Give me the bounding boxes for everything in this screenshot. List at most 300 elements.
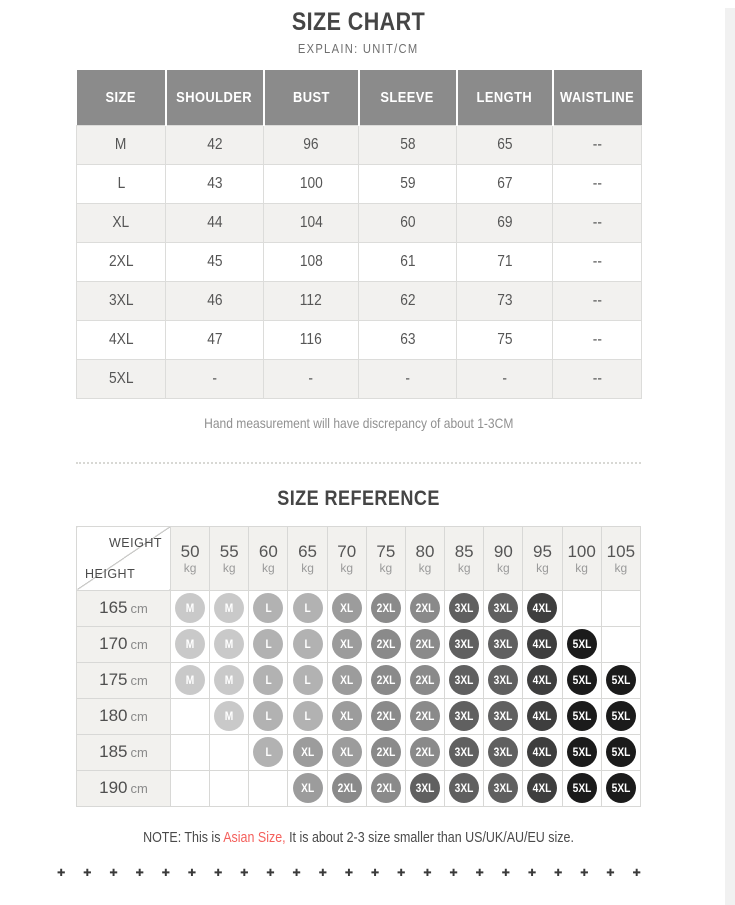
size-label-cell — [77, 164, 166, 203]
size-recommendation-cell — [249, 698, 288, 734]
size-circle — [332, 665, 362, 695]
size-label-cell — [77, 320, 166, 359]
size-recommendation-cell — [288, 590, 327, 626]
size-circle-text: 5XL — [611, 673, 631, 687]
size-circle — [527, 701, 557, 731]
size-recommendation-cell — [484, 662, 523, 698]
size-circle — [332, 593, 362, 623]
size-circle-text: M — [185, 601, 195, 615]
size-circle — [527, 737, 557, 767]
cross-icon: ✚ — [161, 867, 171, 879]
weight-unit: kg — [340, 560, 354, 575]
size-circle-text: 3XL — [454, 601, 474, 615]
weight-column-header — [210, 526, 249, 590]
height-unit: cm — [130, 745, 148, 760]
size-circle — [175, 629, 205, 659]
size-circle — [449, 665, 479, 695]
size-circle-text: 5XL — [572, 709, 591, 723]
size-recommendation-cell — [249, 734, 288, 770]
height-label-cell — [77, 590, 171, 626]
measurement-cell — [166, 164, 264, 203]
corner-cell — [77, 526, 171, 590]
size-label-cell — [77, 281, 166, 320]
size-circle-text: 2XL — [415, 601, 435, 615]
size-label-cell — [77, 242, 166, 281]
size-reference-row — [77, 734, 641, 770]
cell-text: 2XL — [108, 252, 134, 270]
size-circle — [253, 737, 283, 767]
height-unit: cm — [130, 601, 148, 616]
size-reference-row — [77, 626, 641, 662]
weight-column-header — [601, 526, 640, 590]
size-circle — [410, 737, 440, 767]
weight-value: 85 — [454, 541, 474, 561]
size-chart-row — [77, 320, 642, 359]
size-circle — [332, 737, 362, 767]
cross-icon: ✚ — [580, 867, 589, 879]
weight-column-header — [171, 526, 210, 590]
size-circle — [293, 773, 323, 803]
cell-text: -- — [592, 135, 602, 153]
measurement-cell — [166, 242, 264, 281]
size-recommendation-cell — [288, 662, 327, 698]
size-chart-table — [76, 70, 642, 399]
asian-size-note-text — [143, 829, 574, 847]
page-title — [76, 8, 641, 37]
measurement-cell — [359, 164, 457, 203]
cell-text: 65 — [496, 135, 513, 153]
weight-column-header — [249, 526, 288, 590]
size-circle — [606, 737, 636, 767]
size-circle-text: 2XL — [376, 673, 396, 687]
cross-icon: ✚ — [423, 867, 432, 879]
cell-text: 71 — [496, 252, 513, 270]
weight-column-header — [523, 526, 562, 590]
cross-icon: ✚ — [187, 867, 197, 879]
measurement-cell — [166, 125, 264, 164]
cell-text: 44 — [206, 213, 223, 231]
cell-text: 45 — [206, 252, 223, 270]
cell-text: 47 — [206, 330, 223, 348]
size-circle-text: 4XL — [533, 637, 552, 651]
size-recommendation-cell — [366, 626, 405, 662]
size-circle-text: L — [265, 673, 272, 687]
size-circle-text: XL — [340, 673, 354, 687]
cross-icon: ✚ — [449, 867, 458, 879]
size-circle-text: 2XL — [376, 745, 396, 759]
weight-column-header — [484, 526, 523, 590]
column-header-text: SLEEVE — [380, 88, 435, 106]
size-circle — [214, 593, 244, 623]
measurement-cell — [166, 359, 264, 398]
size-circle — [567, 629, 597, 659]
size-recommendation-cell — [562, 626, 601, 662]
size-circle-text: 2XL — [376, 601, 396, 615]
size-circle-text: 3XL — [493, 745, 513, 759]
size-circle-text: 5XL — [572, 673, 591, 687]
size-circle — [332, 773, 362, 803]
size-circle-text: L — [304, 673, 311, 687]
size-circle — [371, 665, 401, 695]
measurement-cell — [457, 320, 553, 359]
weight-unit: kg — [301, 560, 314, 575]
cross-icon: ✚ — [527, 867, 537, 879]
empty-cell — [210, 734, 249, 770]
measurement-cell — [359, 203, 457, 242]
size-recommendation-cell — [601, 734, 640, 770]
cross-icon: ✚ — [370, 867, 380, 879]
cell-text: -- — [592, 213, 602, 231]
weight-unit: kg — [575, 560, 588, 575]
size-circle-text: 4XL — [533, 601, 552, 615]
size-circle-text: 5XL — [611, 709, 631, 723]
size-recommendation-cell — [405, 662, 444, 698]
size-circle — [449, 737, 479, 767]
size-reference-row — [77, 698, 641, 734]
size-chart-column-header — [553, 70, 642, 125]
size-circle — [527, 629, 557, 659]
size-circle-text: 3XL — [454, 745, 474, 759]
weight-unit: kg — [418, 560, 432, 575]
weight-value: 75 — [376, 541, 396, 561]
size-recommendation-cell — [562, 698, 601, 734]
size-reference-row — [77, 770, 641, 806]
weight-unit: kg — [262, 560, 275, 575]
height-unit: cm — [130, 781, 148, 796]
size-recommendation-cell — [445, 662, 484, 698]
size-circle-text: XL — [340, 709, 354, 723]
size-recommendation-cell — [366, 770, 405, 806]
size-circle-text: 3XL — [493, 637, 513, 651]
measurement-cell — [553, 164, 642, 203]
size-circle-text: 2XL — [376, 781, 396, 795]
size-recommendation-cell — [445, 698, 484, 734]
cross-icon: ✚ — [57, 867, 66, 879]
size-circle — [488, 737, 518, 767]
size-circle-text: L — [304, 601, 311, 615]
size-circle — [606, 665, 636, 695]
size-recommendation-cell — [484, 626, 523, 662]
measurement-cell — [553, 242, 642, 281]
size-circle — [293, 701, 323, 731]
measurement-cell — [457, 125, 553, 164]
size-chart-column-header — [264, 70, 359, 125]
size-circle-text: XL — [340, 745, 354, 759]
size-circle — [371, 593, 401, 623]
page-subtitle-text: EXPLAIN: UNIT/CM — [298, 41, 419, 56]
size-circle — [567, 773, 597, 803]
corner-weight-label: WEIGHT — [109, 535, 162, 550]
height-value: 185 — [99, 742, 128, 761]
weight-unit: kg — [222, 560, 236, 575]
size-circle-text: M — [185, 673, 195, 687]
measurement-cell — [264, 242, 359, 281]
cross-icon: ✚ — [475, 867, 484, 879]
measurement-cell — [166, 320, 264, 359]
size-circle-text: XL — [301, 745, 315, 759]
cross-icon: ✚ — [135, 867, 144, 879]
measurement-cell — [264, 359, 359, 398]
height-unit: cm — [130, 709, 148, 724]
size-recommendation-cell — [327, 626, 366, 662]
size-recommendation-cell — [288, 626, 327, 662]
cell-text: -- — [592, 369, 602, 387]
size-circle — [371, 737, 401, 767]
cell-text: - — [212, 369, 217, 387]
measurement-cell — [264, 125, 359, 164]
size-reference-row — [77, 662, 641, 698]
measurement-cell — [359, 125, 457, 164]
weight-value: 50 — [180, 541, 200, 561]
size-chart-column-header — [457, 70, 553, 125]
page-title-text: SIZE CHART — [291, 8, 426, 36]
size-recommendation-cell — [288, 770, 327, 806]
size-circle — [293, 737, 323, 767]
size-circle — [488, 701, 518, 731]
empty-cell — [171, 734, 210, 770]
size-recommendation-cell — [171, 590, 210, 626]
size-chart-header-row — [77, 70, 642, 125]
cell-text: 96 — [303, 135, 319, 153]
height-value: 180 — [99, 706, 128, 725]
size-chart-row — [77, 359, 642, 398]
size-recommendation-cell — [249, 626, 288, 662]
weight-column-header — [562, 526, 601, 590]
measurement-cell — [166, 203, 264, 242]
scrollbar[interactable] — [725, 8, 735, 905]
column-header-text: BUST — [292, 88, 330, 106]
size-circle — [371, 701, 401, 731]
size-recommendation-cell — [327, 590, 366, 626]
size-chart-column-header — [359, 70, 457, 125]
size-recommendation-cell — [523, 590, 562, 626]
size-recommendation-cell — [327, 698, 366, 734]
size-chart-row — [77, 203, 642, 242]
size-recommendation-cell — [484, 734, 523, 770]
measurement-cell — [359, 281, 457, 320]
empty-cell — [601, 626, 640, 662]
size-circle-text: 3XL — [454, 637, 474, 651]
height-label-cell — [77, 662, 171, 698]
height-unit: cm — [130, 637, 148, 652]
size-circle-text: 5XL — [572, 745, 591, 759]
size-circle — [175, 665, 205, 695]
weight-unit: kg — [614, 560, 628, 575]
size-reference-body — [77, 590, 641, 806]
size-circle — [293, 629, 323, 659]
size-circle-text: 3XL — [493, 781, 513, 795]
size-circle-text: 2XL — [415, 745, 435, 759]
size-recommendation-cell — [601, 662, 640, 698]
size-recommendation-cell — [210, 590, 249, 626]
cross-icon: ✚ — [501, 867, 511, 879]
size-circle-text: 5XL — [572, 781, 591, 795]
measurement-cell — [457, 242, 553, 281]
asian-size-note — [76, 829, 641, 847]
measurement-cell — [457, 281, 553, 320]
cross-icon: ✚ — [213, 867, 223, 879]
cross-icon: ✚ — [266, 867, 275, 879]
weight-column-header — [288, 526, 327, 590]
measurement-note — [76, 415, 641, 432]
cross-decoration-row — [57, 868, 641, 880]
size-chart-column-header — [166, 70, 264, 125]
cell-text: 112 — [300, 291, 322, 309]
size-circle-text: 5XL — [611, 745, 631, 759]
cell-text: 104 — [299, 213, 323, 231]
size-recommendation-cell — [523, 770, 562, 806]
empty-cell — [562, 590, 601, 626]
weight-value: 80 — [415, 541, 435, 561]
size-recommendation-cell — [288, 734, 327, 770]
measurement-cell — [359, 320, 457, 359]
cell-text: 73 — [496, 291, 513, 309]
size-recommendation-cell — [562, 734, 601, 770]
size-circle — [488, 773, 518, 803]
size-recommendation-cell — [601, 770, 640, 806]
size-recommendation-cell — [249, 662, 288, 698]
size-circle — [449, 593, 479, 623]
cell-text: 75 — [496, 330, 513, 348]
size-circle-text: L — [304, 709, 311, 723]
size-circle — [449, 629, 479, 659]
empty-cell — [171, 698, 210, 734]
weight-unit: kg — [457, 560, 471, 575]
cell-text: 108 — [299, 252, 323, 270]
size-circle-text: 2XL — [376, 637, 396, 651]
size-recommendation-cell — [171, 626, 210, 662]
cell-text: - — [308, 369, 314, 387]
size-circle-text: 3XL — [454, 673, 474, 687]
size-chart-row — [77, 242, 642, 281]
size-recommendation-cell — [562, 662, 601, 698]
size-circle — [410, 629, 440, 659]
size-circle — [410, 665, 440, 695]
weight-unit: kg — [183, 560, 197, 575]
cross-icon: ✚ — [606, 867, 615, 879]
measurement-cell — [457, 359, 553, 398]
size-circle-text: M — [224, 673, 234, 687]
size-recommendation-cell — [288, 698, 327, 734]
size-recommendation-cell — [523, 626, 562, 662]
cell-text: 46 — [206, 291, 223, 309]
size-recommendation-cell — [366, 662, 405, 698]
size-circle-text: XL — [301, 781, 315, 795]
size-chart-body — [77, 125, 642, 398]
empty-cell — [210, 770, 249, 806]
size-recommendation-cell — [210, 662, 249, 698]
cross-icon: ✚ — [632, 867, 641, 879]
weight-column-header — [445, 526, 484, 590]
empty-cell — [249, 770, 288, 806]
weight-value: 70 — [337, 541, 357, 561]
size-circle-text: M — [185, 637, 195, 651]
size-circle — [293, 593, 323, 623]
size-circle — [410, 593, 440, 623]
note-prefix: NOTE: This is — [143, 829, 224, 846]
size-recommendation-cell — [327, 734, 366, 770]
size-recommendation-cell — [445, 734, 484, 770]
measurement-cell — [264, 320, 359, 359]
measurement-cell — [457, 164, 553, 203]
size-recommendation-cell — [484, 698, 523, 734]
cell-text: 116 — [300, 330, 322, 348]
size-circle-text: 3XL — [493, 673, 513, 687]
size-recommendation-cell — [366, 734, 405, 770]
size-recommendation-cell — [484, 590, 523, 626]
column-header-text: SIZE — [105, 88, 136, 106]
size-recommendation-cell — [405, 698, 444, 734]
size-circle-text: 4XL — [533, 673, 552, 687]
size-circle — [488, 629, 518, 659]
size-label-cell — [77, 125, 166, 164]
size-circle — [410, 701, 440, 731]
size-circle — [567, 665, 597, 695]
size-recommendation-cell — [523, 662, 562, 698]
size-recommendation-cell — [366, 698, 405, 734]
size-circle-text: 2XL — [337, 781, 357, 795]
size-circle-text: 2XL — [415, 637, 435, 651]
cell-text: 59 — [399, 174, 416, 192]
size-recommendation-cell — [445, 626, 484, 662]
empty-cell — [601, 590, 640, 626]
size-circle-text: 2XL — [415, 673, 435, 687]
size-circle-text: L — [265, 637, 272, 651]
cross-icon: ✚ — [109, 867, 118, 879]
cell-text: -- — [592, 174, 602, 192]
size-circle-text: M — [224, 601, 234, 615]
size-circle — [527, 665, 557, 695]
measurement-cell — [359, 242, 457, 281]
size-circle — [606, 773, 636, 803]
corner-height-label: HEIGHT — [85, 566, 136, 581]
size-recommendation-cell — [523, 698, 562, 734]
size-chart-column-header — [77, 70, 166, 125]
size-reference-title-text: SIZE REFERENCE — [277, 486, 440, 510]
cell-text: 43 — [206, 174, 223, 192]
cell-text: - — [502, 369, 507, 387]
size-circle-text: 3XL — [415, 781, 435, 795]
size-recommendation-cell — [445, 590, 484, 626]
measurement-cell — [553, 125, 642, 164]
note-suffix: It is about 2-3 size smaller than US/UK/AU/EU size. — [285, 829, 574, 846]
size-circle-text: 3XL — [454, 709, 474, 723]
cell-text: 69 — [496, 213, 513, 231]
size-circle-text: 4XL — [533, 709, 552, 723]
size-recommendation-cell — [249, 590, 288, 626]
size-circle — [371, 629, 401, 659]
cell-text: -- — [592, 252, 602, 270]
size-recommendation-cell — [405, 626, 444, 662]
size-recommendation-cell — [171, 662, 210, 698]
cell-text: 5XL — [108, 369, 134, 387]
size-circle-text: M — [224, 709, 234, 723]
measurement-cell — [553, 320, 642, 359]
size-reference-table — [76, 526, 641, 807]
size-chart-row — [77, 164, 642, 203]
measurement-cell — [359, 359, 457, 398]
size-circle — [253, 593, 283, 623]
cell-text: 4XL — [108, 330, 134, 348]
cross-icon: ✚ — [344, 867, 354, 879]
cell-text: - — [405, 369, 410, 387]
cell-text: 62 — [399, 291, 416, 309]
size-circle-text: L — [265, 709, 272, 723]
weight-unit: kg — [496, 560, 510, 575]
measurement-cell — [553, 203, 642, 242]
size-circle — [214, 701, 244, 731]
size-circle-text: L — [304, 637, 311, 651]
